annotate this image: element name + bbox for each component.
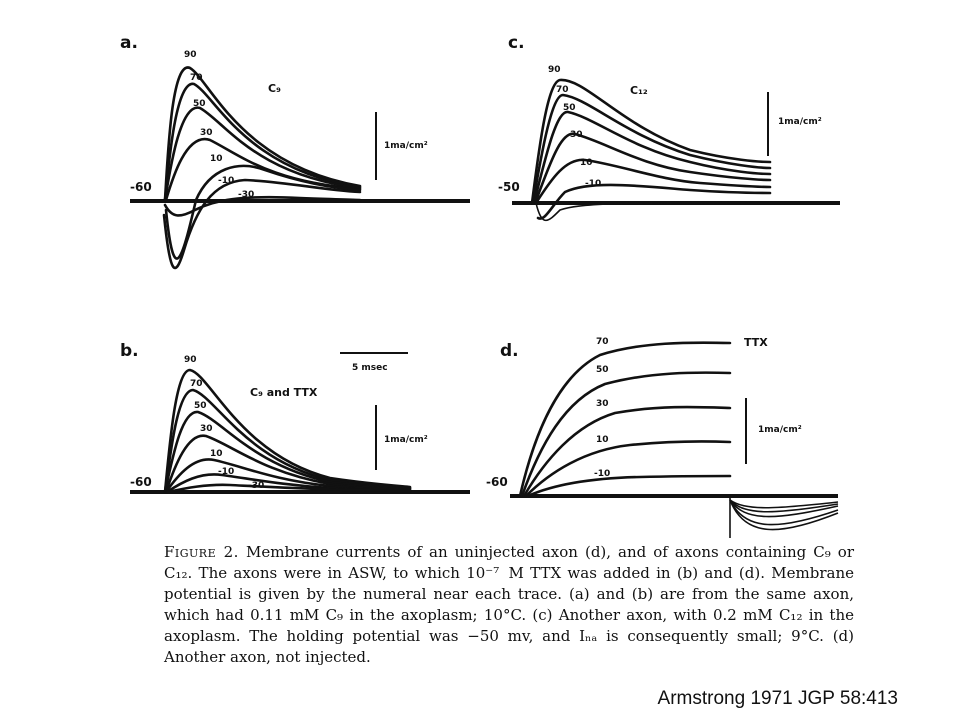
panel-d-holding-label: -60 bbox=[486, 475, 508, 489]
panel-d-trace-30 bbox=[524, 407, 730, 496]
panel-d-current-scale-label: 1ma/cm² bbox=[758, 425, 802, 435]
panel-d-label-10: 10 bbox=[596, 435, 609, 445]
panel-c-label-10: 10 bbox=[580, 158, 593, 168]
panel-b-drug-label: C₉ and TTX bbox=[250, 386, 318, 399]
panel-b bbox=[120, 341, 470, 492]
panel-b-current-scale-label: 1ma/cm² bbox=[384, 435, 428, 445]
panel-a-drug-label: C₉ bbox=[268, 82, 281, 95]
panel-d-label-30: 30 bbox=[596, 399, 609, 409]
panel-c-label-90: 90 bbox=[548, 65, 561, 75]
panel-d-label-minus10: -10 bbox=[594, 469, 611, 479]
panel-a-holding-label: -60 bbox=[130, 180, 152, 194]
panel-a-label-90: 90 bbox=[184, 50, 197, 60]
panel-a-label-minus10: -10 bbox=[218, 176, 235, 186]
panel-b-holding-label: -60 bbox=[130, 475, 152, 489]
panel-c-label-minus10: -10 bbox=[585, 179, 602, 189]
panel-c-label-30: 30 bbox=[570, 130, 583, 140]
panel-b-label-70: 70 bbox=[190, 379, 203, 389]
caption-lead: Figure 2. bbox=[164, 543, 239, 561]
panel-a-current-scale-label: 1ma/cm² bbox=[384, 141, 428, 151]
panel-d-drug-label: TTX bbox=[744, 336, 768, 349]
panel-a-label-minus30: -30 bbox=[238, 190, 255, 200]
panel-b-label-minus10: -10 bbox=[218, 467, 235, 477]
citation-credit: Armstrong 1971 JGP 58:413 bbox=[657, 688, 898, 709]
panel-d-label-70: 70 bbox=[596, 337, 609, 347]
panel-c-letter: c. bbox=[508, 33, 525, 53]
panel-c-trace-10 bbox=[536, 160, 770, 203]
panel-a-label-50: 50 bbox=[193, 99, 206, 109]
panel-a-trace-minus10 bbox=[164, 180, 360, 268]
panel-c-drug-label: C₁₂ bbox=[630, 84, 648, 97]
panel-a-label-30: 30 bbox=[200, 128, 213, 138]
panel-c-label-70: 70 bbox=[556, 85, 569, 95]
panel-a-label-10: 10 bbox=[210, 154, 223, 164]
panel-d-tail-currents bbox=[730, 496, 838, 538]
panel-d bbox=[486, 336, 838, 538]
panel-d-tail-1 bbox=[730, 500, 838, 517]
panel-c-current-scale-label: 1ma/cm² bbox=[778, 117, 822, 127]
panel-c-label-50: 50 bbox=[563, 103, 576, 113]
panel-b-label-10: 10 bbox=[210, 449, 223, 459]
panel-b-label-minus30: -30 bbox=[248, 481, 265, 491]
panel-c-holding-label: -50 bbox=[498, 180, 520, 194]
panel-d-label-50: 50 bbox=[596, 365, 609, 375]
panel-b-time-scale-label: 5 msec bbox=[352, 363, 388, 373]
figure-caption bbox=[164, 542, 854, 668]
panel-b-letter: b. bbox=[120, 341, 139, 361]
panel-b-label-30: 30 bbox=[200, 424, 213, 434]
panel-c bbox=[498, 33, 840, 220]
panel-d-letter: d. bbox=[500, 341, 519, 361]
panel-b-label-50: 50 bbox=[194, 401, 207, 411]
panel-a bbox=[120, 33, 470, 268]
caption-text: Membrane currents of an uninjected axon (d), and of axons containing C₉ or C₁₂. The axons were in ASW, to which 10⁻⁷ M TTX was added in (b) and (d). Membrane potential is given by the numeral near each trace. (a) and (b) are from the same axon, which had 0.11 mM C₉ in the axoplasm; 10°C. (c) Another axon, with 0.2 mM C₁₂ in the axoplasm. The holding potential was −50 mv, and Iₙₐ is consequently small; 9°C. (d) Another axon, not injected. bbox=[164, 543, 854, 666]
panel-a-letter: a. bbox=[120, 33, 138, 53]
panel-b-label-90: 90 bbox=[184, 355, 197, 365]
panel-a-label-70: 70 bbox=[190, 73, 203, 83]
panel-d-trace-minus10 bbox=[528, 476, 730, 496]
